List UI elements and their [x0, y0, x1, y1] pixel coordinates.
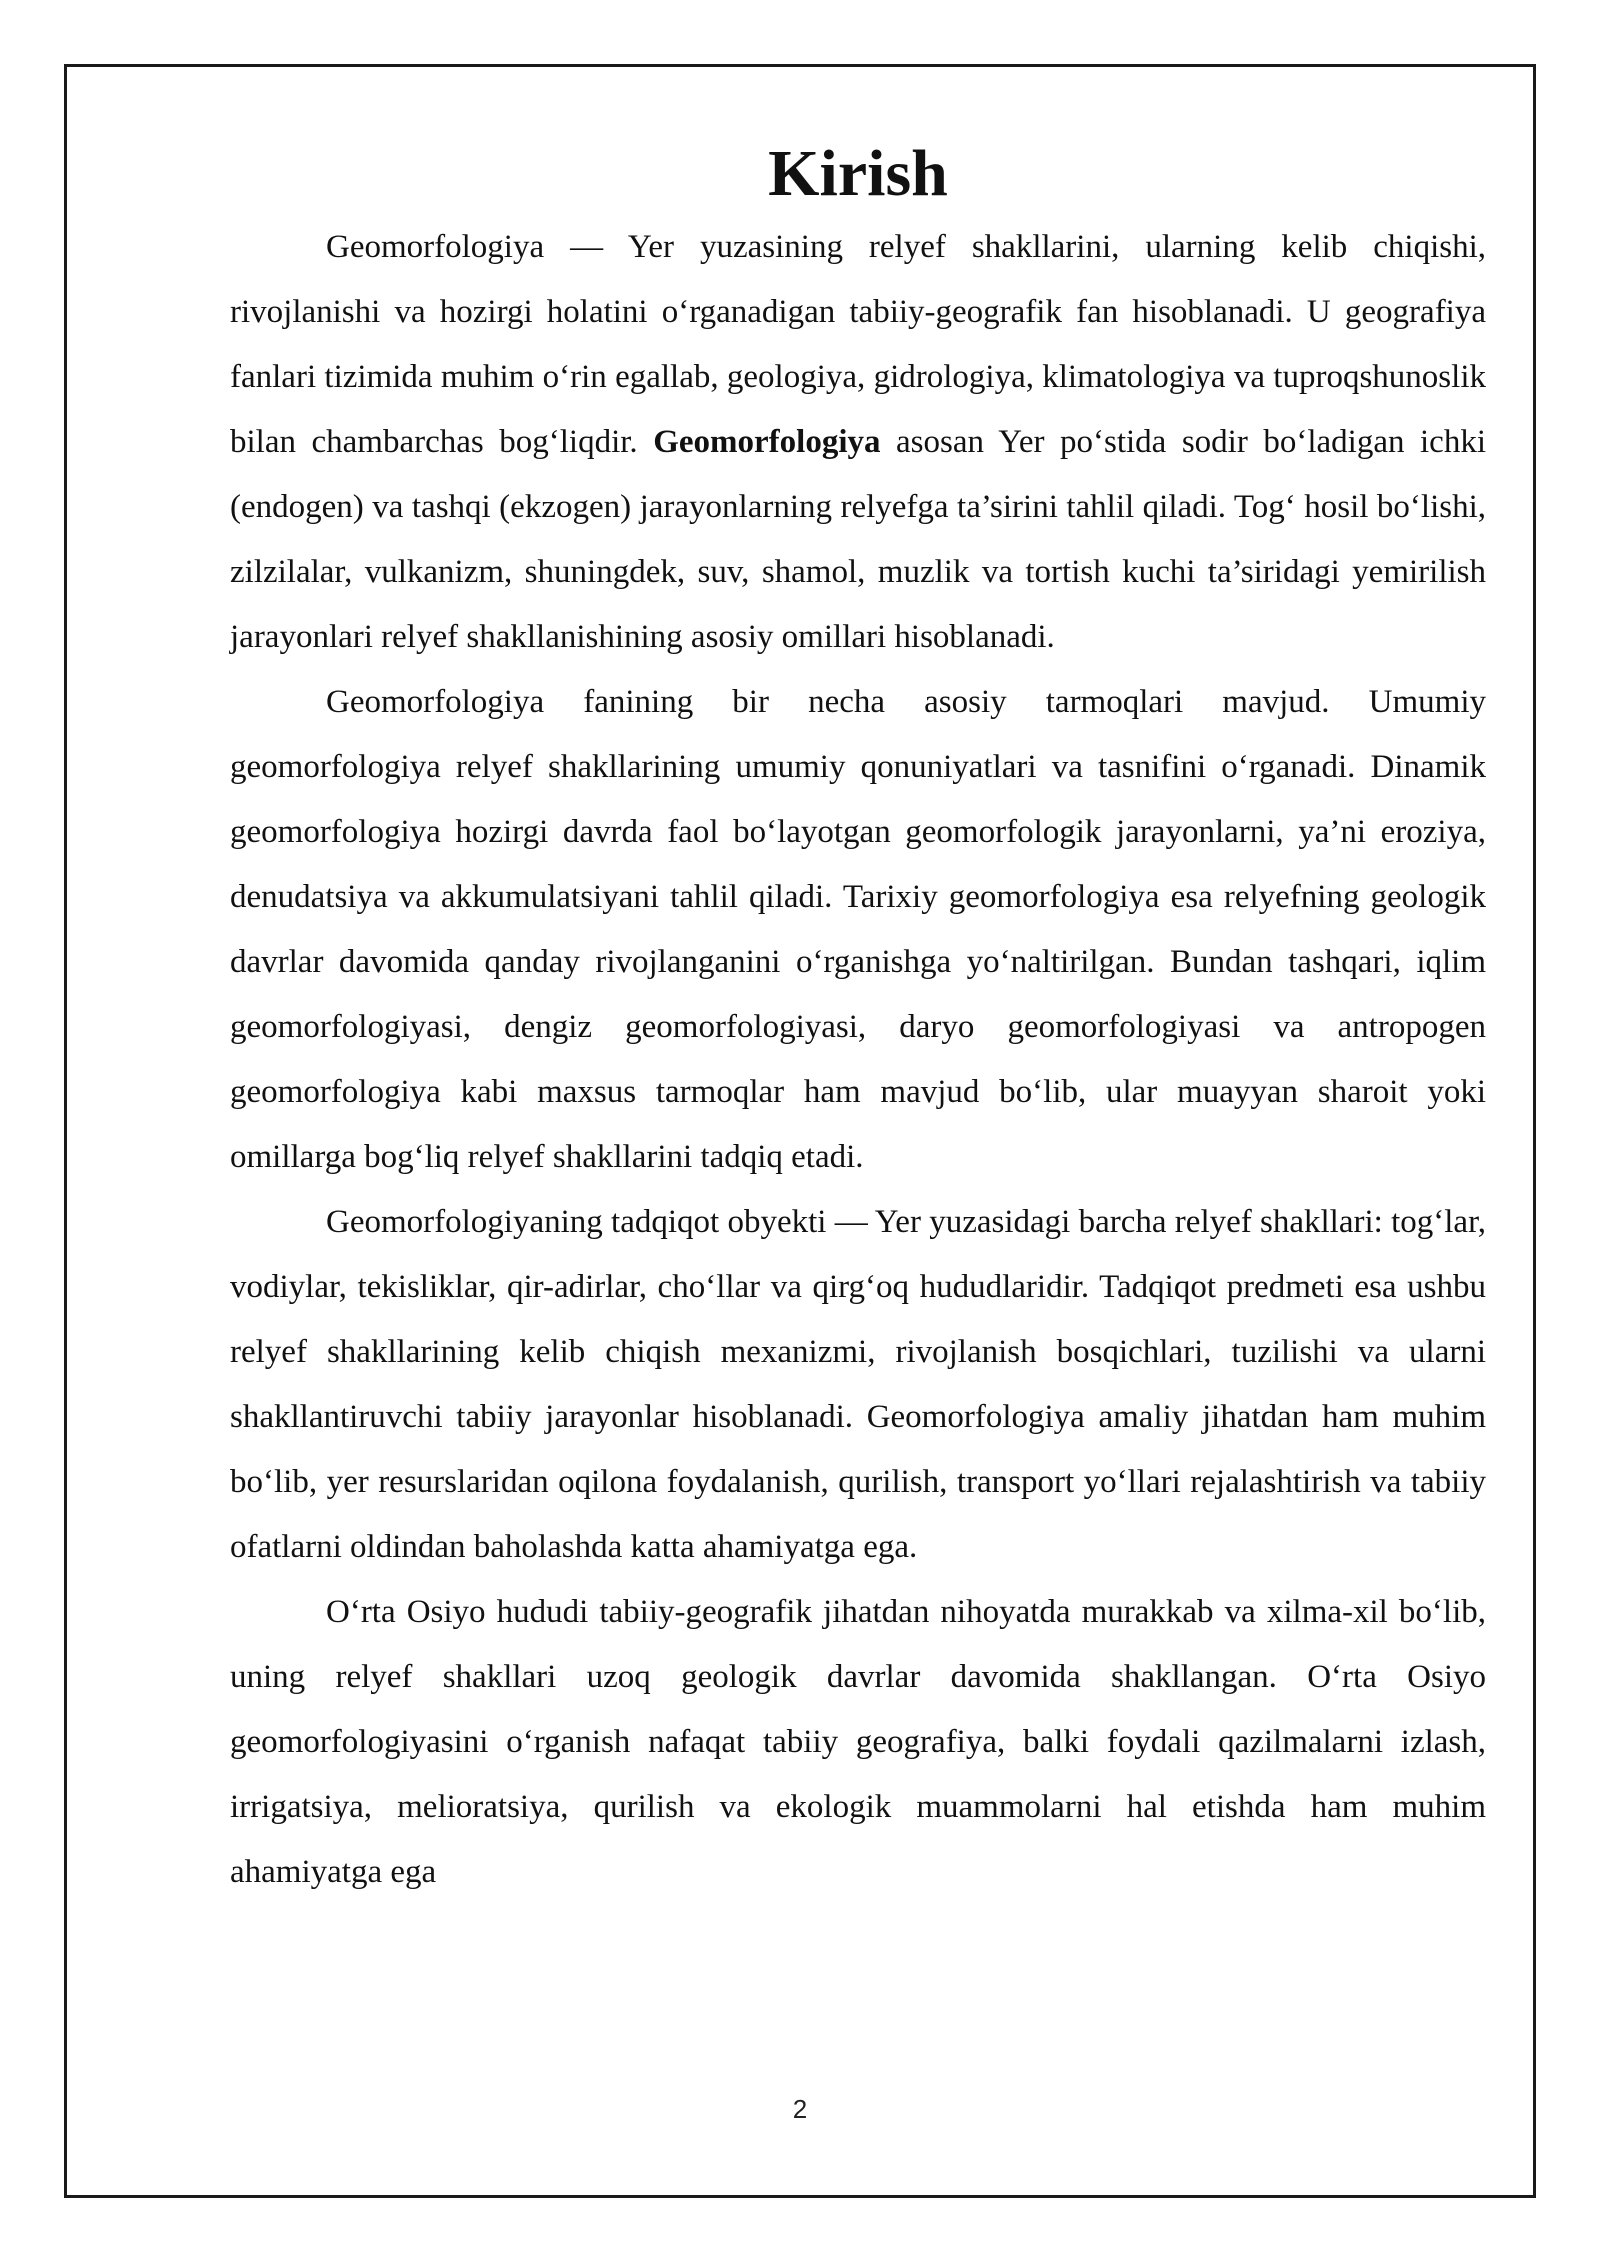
document-title: Kirish: [768, 137, 948, 210]
paragraph-4: O‘rta Osiyo hududi tabiiy-geografik jihatdan nihoyatda murakkab va xilma-xil bo‘lib, uning relyef shakllari uzoq geologik davrlar davomida shakllangan. O‘rta Osiyo geomorfologiyasini o‘rganish nafaqat tabiiy geografiya, balki foydali qazilmalarni izlash, irrigatsiya, melioratsiya, qurilish va ekologik muammolarni hal etishda ham muhim ahamiyatga ega: [230, 1594, 1486, 1890]
document-body: [230, 137, 1486, 1905]
bold-term-geomorfologiya: Geomorfologiya: [653, 424, 881, 460]
paragraph-1-text-start: Geomorfologiya — Yer yuzasining relyef shakllarini, ularning kelib chiqishi, rivojlanishi va hozirgi holatini o‘rganadigan tabiiy-geografik fan hisoblanadi. U geografiya fanlari tizimida muhim o‘rin egallab, geologiya, gidrologiya, klimatologiya va tuproqshunoslik bilan chambarchas bog‘liqdir.: [230, 229, 1486, 460]
paragraph-2: Geomorfologiya fanining bir necha asosiy tarmoqlari mavjud. Umumiy geomorfologiya relyef shakllarining umumiy qonuniyatlari va tasnifini o‘rganadi. Dinamik geomorfologiya hozirgi davrda faol bo‘layotgan geomorfologik jarayonlarni, ya’ni eroziya, denudatsiya va akkumulatsiyani tahlil qiladi. Tarixiy geomorfologiya esa relyefning geologik davrlar davomida qanday rivojlanganini o‘rganishga yo‘naltirilgan. Bundan tashqari, iqlim geomorfologiyasi, dengiz geomorfologiyasi, daryo geomorfologiyasi va antropogen geomorfologiya kabi maxsus tarmoqlar ham mavjud bo‘lib, ular muayyan sharoit yoki omillarga bog‘liq relyef shakllarini tadqiq etadi.: [230, 684, 1486, 1175]
paragraph-3: Geomorfologiyaning tadqiqot obyekti — Yer yuzasidagi barcha relyef shakllari: tog‘lar, vodiylar, tekisliklar, qir-adirlar, cho‘llar va qirg‘oq hududlaridir. Tadqiqot predmeti esa ushbu relyef shakllarining kelib chiqish mexanizmi, rivojlanish bosqichlari, tuzilishi va ularni shakllantiruvchi tabiiy jarayonlar hisoblanadi. Geomorfologiya amaliy jihatdan ham muhim bo‘lib, yer resurslaridan oqilona foydalanish, qurilish, transport yo‘llari rejalashtirish va tabiiy ofatlarni oldindan baholashda katta ahamiyatga ega.: [230, 1204, 1486, 1565]
paragraph-1-text-end: asosan Yer po‘stida sodir bo‘ladigan ichki (endogen) va tashqi (ekzogen) jarayonlarning relyefga ta’sirini tahlil qiladi. Tog‘ hosil bo‘lishi, zilzilalar, vulkanizm, shuningdek, suv, shamol, muzlik va tortish kuchi ta’siridagi yemirilish jarayonlari relyef shakllanishining asosiy omillari hisoblanadi.: [230, 424, 1486, 655]
page-number: 2: [792, 2094, 808, 2124]
paragraph-1: [230, 215, 1486, 670]
